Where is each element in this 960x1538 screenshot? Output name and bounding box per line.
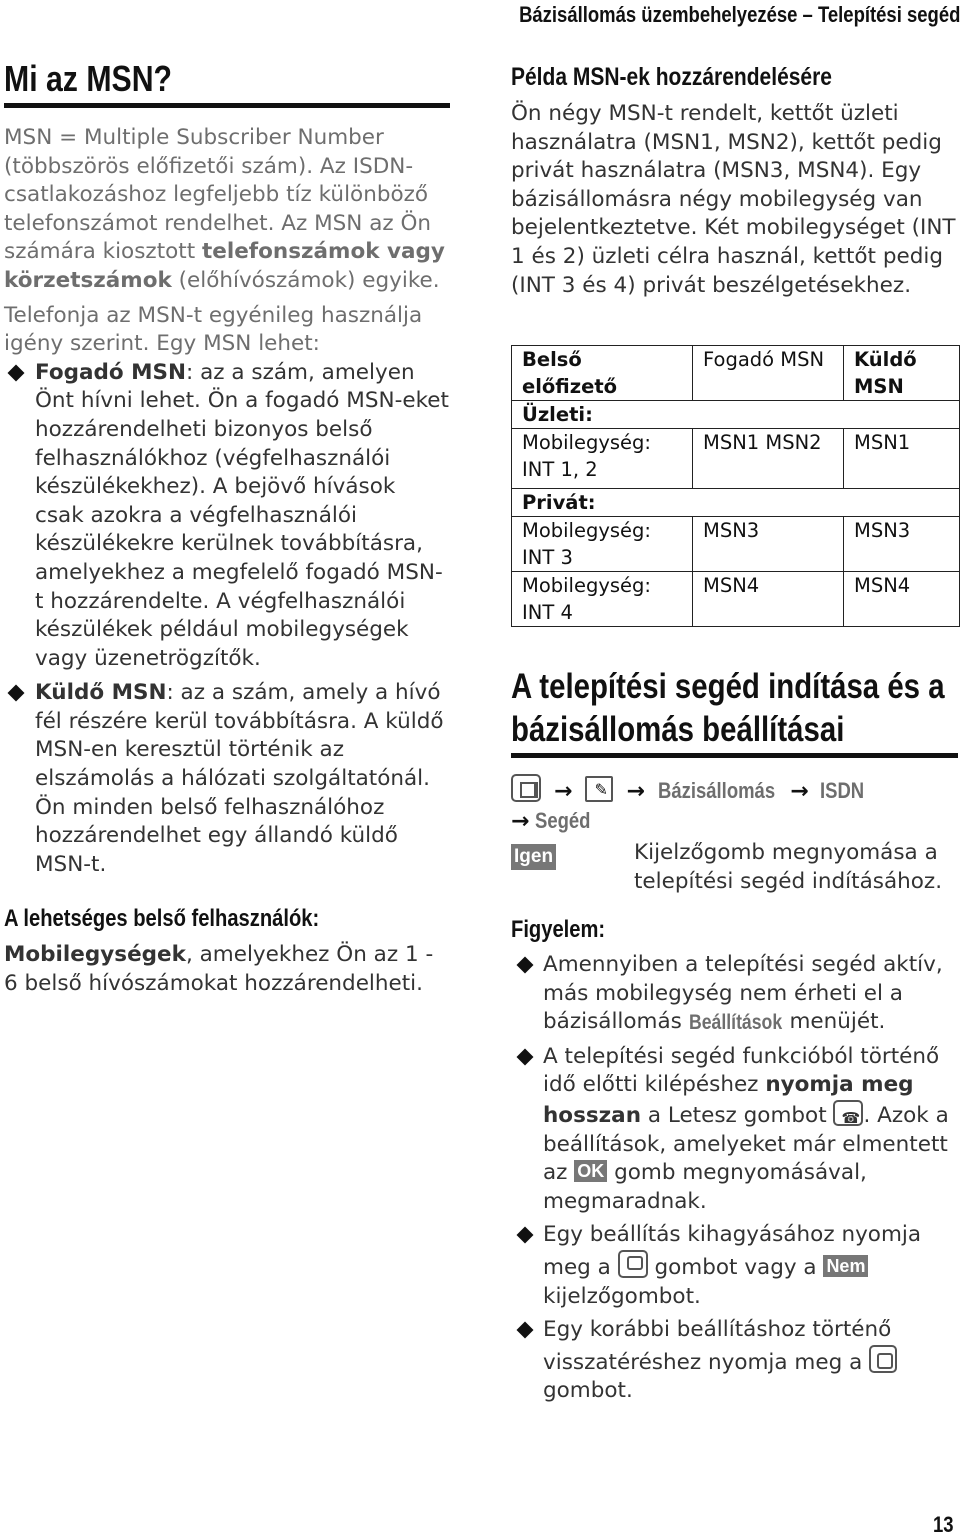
section-heading-msn: Mi az MSN?	[4, 58, 173, 99]
arrow-icon: →	[626, 779, 645, 804]
table-group-row: Privát:	[512, 489, 960, 517]
heading-rule	[511, 753, 958, 758]
msn-example-table	[511, 345, 960, 627]
example-heading: Példa MSN-ek hozzárendelésére	[511, 63, 832, 91]
heading-rule	[4, 103, 450, 108]
softkey-igen: Igen	[511, 844, 556, 870]
table-row: Mobilegység: INT 1, 2 MSN1 MSN2 MSN1	[512, 429, 960, 489]
menu-item-base-station: Bázisállomás	[657, 778, 775, 803]
page-number: 13	[933, 1512, 954, 1537]
menu-key-icon	[511, 774, 541, 802]
bullet-outgoing-msn: Küldő MSN: az a szám, amely a hívó fél részére kerül továbbításra. A küldő MSN-en keresztül történik az elszámolás a hálózati szolgáltatónál. Ön minden belső felhasználóhoz hozzárendelhet egy állandó küldő MSN-t.	[4, 679, 450, 879]
note-item: Amennyiben a telepítési segéd aktív, más mobilegység nem érheti el a bázisállomás Beállítások menüjét.	[511, 951, 960, 1038]
note-heading: Figyelem:	[511, 916, 606, 943]
example-paragraph: Ön négy MSN-t rendelt, kettőt üzleti használatra (MSN1, MSN2), kettőt pedig privát használatra (MSN3, MSN4). Egy bázisállomásra négy mobilegység van bejelentkeztetve. Két mobilegységet (INT 1 és 2) üzleti célra használ, kettőt pedig (INT 3 és 4) privát beszélgetésekhez.	[511, 101, 956, 298]
table-header-cell: Küldő MSN	[844, 346, 960, 401]
arrow-icon: →	[790, 779, 809, 804]
intro-paragraph-2: Telefonja az MSN-t egyénileg használja igény szerint. Egy MSN lehet:	[4, 302, 423, 357]
bullet-incoming-msn: Fogadó MSN: az a szám, amelyen Önt hívni lehet. Ön a fogadó MSN-eket hozzárendelheti bizonyos belső felhasználókhoz (végfelhasználói készülékekhez). A bejövő hívások csak azokra a végfelhasználói készülékekre kerülnek továbbításra, amelyekhez a megfelelő fogadó MSN-t hozzárendelte. A végfelhasználói készülékek például mobilegységek vagy üzenetrögzítők.	[4, 359, 450, 674]
end-call-key-icon: ☎	[833, 1100, 863, 1126]
arrow-icon: →	[511, 809, 530, 834]
table-row: Mobilegység: INT 3 MSN3 MSN3	[512, 517, 960, 572]
table-header-cell: Belső előfizető	[512, 346, 693, 401]
left-text-block	[4, 124, 450, 879]
menu-item-isdn: ISDN	[819, 778, 864, 803]
table-group-row: Üzleti:	[512, 401, 960, 429]
table-row: Mobilegység: INT 4 MSN4 MSN4	[512, 572, 960, 627]
nem-key: Nem	[823, 1255, 868, 1277]
table-header-row	[512, 346, 960, 401]
table-header-cell: Fogadó MSN	[693, 346, 844, 401]
menu-item-wizard: Segéd	[535, 808, 591, 833]
menu-path	[511, 774, 956, 836]
intro-paragraph: MSN = Multiple Subscriber Number (többszörös előfizetői szám). Az ISDN-csatlakozáshoz legfeljebb tíz különböző telefonszámot rendelhet. Az MSN az Ön számára kiosztott telefonszámok vagy körzetszámok (előhívószámok) egyike.	[4, 125, 445, 293]
internal-users-paragraph: Mobilegységek, amelyekhez Ön az 1 - 6 belső hívószámokat hozzárendelheti.	[4, 942, 434, 996]
settings-tool-icon: ✎	[585, 776, 613, 802]
nav-down-key-icon	[618, 1250, 648, 1278]
note-item: Egy korábbi beállításhoz történő visszatéréshez nyomja meg a gombot.	[511, 1316, 960, 1406]
subheading-internal-users: A lehetséges belső felhasználók:	[4, 905, 320, 932]
notes-list	[511, 951, 960, 1406]
ok-key: OK	[574, 1160, 607, 1182]
nav-up-key-icon	[869, 1345, 897, 1373]
running-header: Bázisállomás üzembehelyezése – Telepítési segéd	[518, 2, 960, 27]
note-item: Egy beállítás kihagyásához nyomja meg a gombot vagy a Nem kijelzőgombot.	[511, 1221, 960, 1311]
arrow-icon: →	[554, 779, 573, 804]
section-heading-setup-wizard: A telepítési segéd indítása és a bázisállomás beállításai	[511, 667, 945, 749]
softkey-igen-description: Kijelzőgomb megnyomása a telepítési segéd indításához.	[634, 840, 943, 894]
note-item: A telepítési segéd funkcióból történő idő előtti kilépéshez nyomja meg hosszan a Letesz gombot ☎ . Azok a beállítások, amelyeket már elmentett az OK gomb megnyomásával, megmaradnak.	[511, 1043, 960, 1217]
